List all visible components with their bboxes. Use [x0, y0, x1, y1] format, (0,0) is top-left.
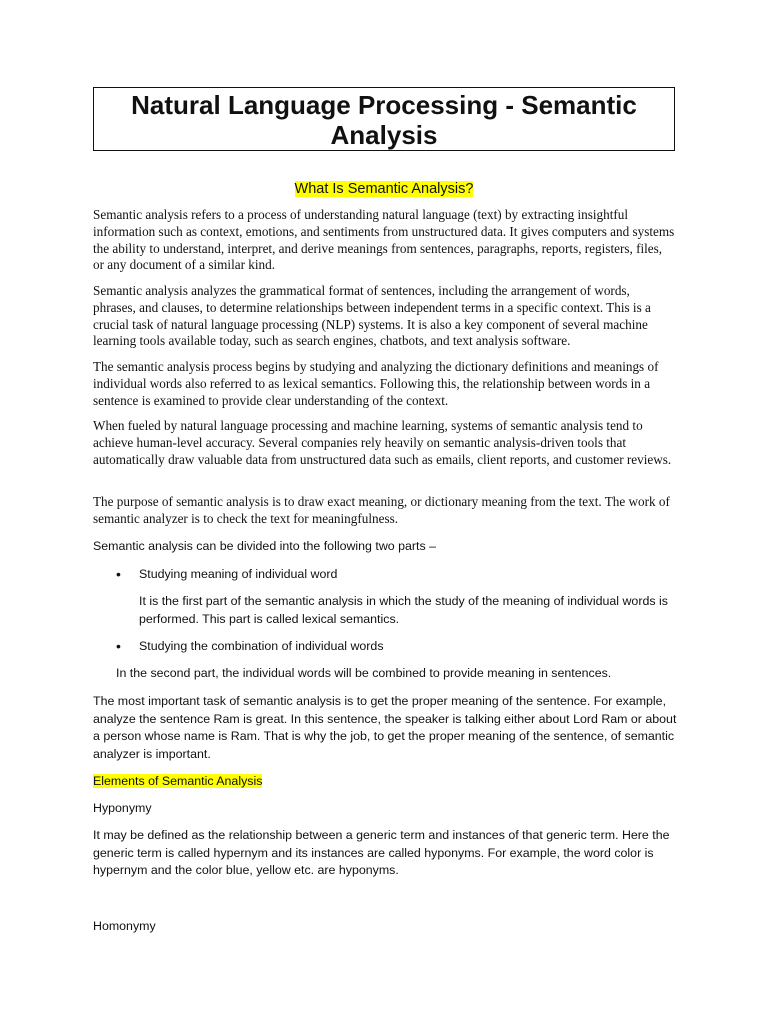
bullet-detail: It is the first part of the semantic analysis in which the study of the meaning of individual words is performed. This part is called lexical semantics.: [139, 594, 668, 626]
elements-heading: [93, 773, 678, 791]
bullet-detail: In the second part, the individual words will be combined to provide meaning in sentences.: [116, 666, 612, 680]
elements-heading-text: Elements of Semantic Analysis: [93, 774, 263, 788]
paragraph: Semantic analysis refers to a process of understanding natural language (text) by extracting insightful information such as context, emotions, and sentiments from unstructured data. It gives computers and systems the ability to understand, interpret, and derive meanings from sentences, paragraphs, reports, registers, files, or any document of a similar kind.: [93, 207, 675, 273]
paragraph: It may be defined as the relationship between a generic term and instances of that generic term. Here the generic term is called hypernym and its instances are called hyponyms. For example, the word color is hypernym and the color blue, yellow etc. are hyponyms.: [93, 828, 670, 878]
document-title: Natural Language Processing - Semantic Analysis: [93, 87, 675, 151]
bullet-item: Studying meaning of individual word: [139, 567, 338, 581]
parts-intro: Semantic analysis can be divided into the following two parts –: [93, 539, 436, 553]
paragraph: Semantic analysis analyzes the grammatical format of sentences, including the arrangement of words, phrases, and clauses, to determine relationships between independent terms in a specific context. This is a crucial task of natural language processing (NLP) systems. It is also a key component of several machine learning tools available today, such as search engines, chatbots, and text analysis software.: [93, 283, 651, 349]
paragraph: The most important task of semantic analysis is to get the proper meaning of the sentence. For example, analyze the sentence Ram is great. In this sentence, the speaker is talking either about Lord Ram or about a person whose name is Ram. That is why the job, to get the proper meaning of the sentence, of semantic analyzer is important.: [93, 694, 677, 761]
hyponymy-heading: Hyponymy: [93, 801, 152, 815]
paragraph: When fueled by natural language processing and machine learning, systems of semantic analysis tend to achieve human-level accuracy. Several companies rely heavily on semantic analysis-driven tools that automatically draw valuable data from unstructured data such as emails, client reports, and customer reviews.: [93, 418, 672, 467]
section-heading: [93, 180, 675, 198]
bullet-dot-icon: •: [116, 566, 121, 582]
bullet-dot-icon: •: [116, 638, 121, 654]
paragraph: The purpose of semantic analysis is to draw exact meaning, or dictionary meaning from the text. The work of semantic analyzer is to check the text for meaningfulness.: [93, 494, 670, 526]
bullet-item: Studying the combination of individual words: [139, 639, 384, 653]
homonymy-heading: Homonymy: [93, 919, 156, 933]
paragraph: The semantic analysis process begins by studying and analyzing the dictionary definitions and meanings of individual words also referred to as lexical semantics. Following this, the relationship between words in a sentence is examined to provide clear understanding of the context.: [93, 359, 659, 408]
section-heading-text: What Is Semantic Analysis?: [294, 181, 474, 197]
